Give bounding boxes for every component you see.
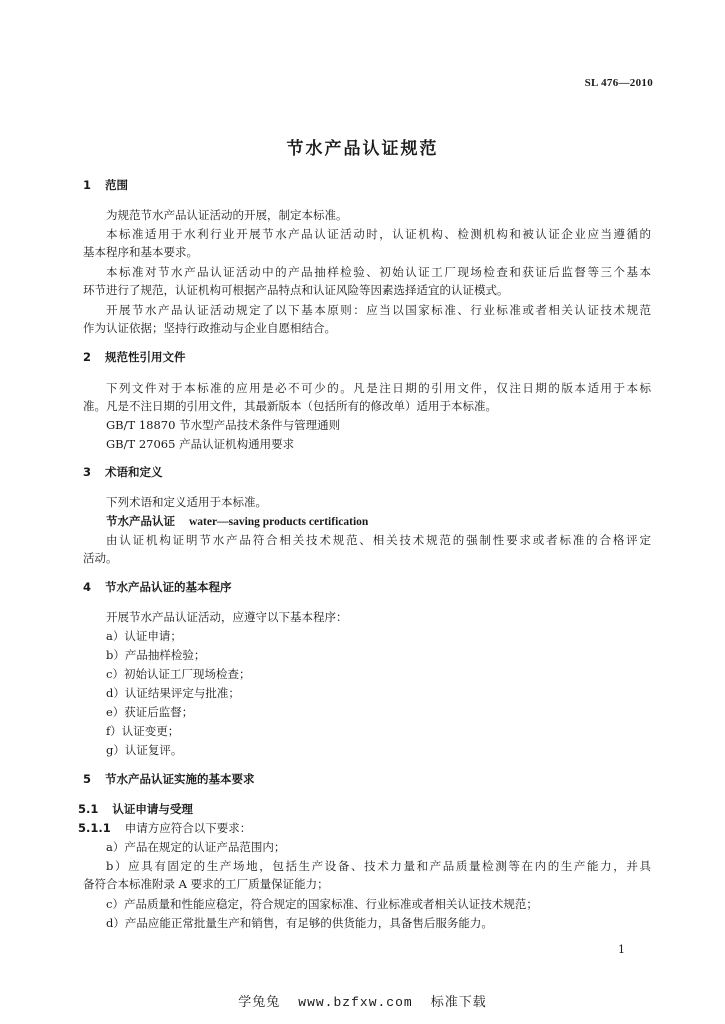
term-entry bbox=[106, 512, 368, 531]
section-number: 4 bbox=[83, 580, 92, 594]
list-item: d）产品应能正常批量生产和销售，有足够的供货能力，具备售后服务能力。 bbox=[106, 916, 493, 930]
paragraph: 为规范节水产品认证活动的开展，制定本标准。 bbox=[106, 208, 348, 222]
paragraph: 开展节水产品认证活动规定了以下基本原则：应当以国家标准、行业标准或者相关认证技术规范 bbox=[106, 303, 651, 317]
list-item: a）产品在规定的认证产品范围内； bbox=[106, 840, 286, 854]
section-title: 节水产品认证的基本程序 bbox=[105, 580, 232, 594]
list-item: c）产品质量和性能应稳定，符合规定的国家标准、行业标准或者相关认证技术规范； bbox=[106, 897, 538, 911]
section-number: 2 bbox=[83, 350, 92, 364]
standard-code: SL 476—2010 bbox=[584, 77, 653, 89]
section-5-heading bbox=[83, 770, 255, 788]
term-english: water—saving products certification bbox=[189, 516, 369, 528]
subsection-5-1-heading bbox=[78, 800, 193, 818]
paragraph: 下列术语和定义适用于本标准。 bbox=[106, 495, 267, 509]
section-1-heading bbox=[83, 176, 128, 194]
section-4-heading bbox=[83, 578, 232, 596]
list-item: b）应具有固定的生产场地，包括生产设备、技术力量和产品质量检测等在内的生产能力，并具 bbox=[106, 859, 651, 873]
section-number: 1 bbox=[83, 178, 92, 192]
reference-item: GB/T 18870 节水型产品技术条件与管理通则 bbox=[106, 418, 341, 432]
page-number: 1 bbox=[618, 943, 625, 956]
document-title: 节水产品认证规范 bbox=[286, 139, 439, 159]
term-definition: 由认证机构证明节水产品符合相关技术规范、相关技术规范的强制性要求或者标准的合格评定 bbox=[106, 533, 651, 547]
term-chinese: 节水产品认证 bbox=[106, 514, 175, 528]
section-title: 范围 bbox=[105, 178, 129, 192]
list-item-continuation: 备符合本标准附录 A 要求的工厂质量保证能力； bbox=[83, 877, 329, 891]
section-number: 3 bbox=[83, 465, 92, 479]
section-number: 5 bbox=[83, 772, 92, 786]
section-title: 术语和定义 bbox=[105, 465, 163, 479]
clause-5-1-1 bbox=[78, 819, 251, 837]
paragraph: 本标准对节水产品认证活动中的产品抽样检验、初始认证工厂现场检查和获证后监督等三个基本 bbox=[106, 265, 651, 279]
list-item: a）认证申请； bbox=[106, 629, 182, 643]
footer-tagline: 标准下载 bbox=[430, 995, 487, 1010]
section-title: 规范性引用文件 bbox=[105, 350, 186, 364]
paragraph: 环节进行了规范，认证机构可根据产品特点和认证风险等因素选择适宜的认证模式。 bbox=[83, 283, 509, 297]
paragraph: 作为认证依据；坚持行政推动与企业自愿相结合。 bbox=[83, 321, 336, 335]
footer-url: www.bzfxw.com bbox=[298, 995, 413, 1010]
list-item: d）认证结果评定与批准； bbox=[106, 686, 240, 700]
section-title: 节水产品认证实施的基本要求 bbox=[105, 772, 255, 786]
reference-item: GB/T 27065 产品认证机构通用要求 bbox=[106, 437, 295, 451]
section-3-heading bbox=[83, 463, 163, 481]
clause-text: 申请方应符合以下要求： bbox=[124, 821, 252, 835]
list-item: c）初始认证工厂现场检查； bbox=[106, 667, 251, 681]
list-item: b）产品抽样检验； bbox=[106, 648, 206, 662]
paragraph: 下列文件对于本标准的应用是必不可少的。凡是注日期的引用文件，仅注日期的版本适用于本标 bbox=[106, 381, 651, 395]
subsection-title: 认证申请与受理 bbox=[112, 802, 193, 816]
section-2-heading bbox=[83, 348, 186, 366]
footer-site-name: 学兔兔 bbox=[238, 995, 281, 1010]
paragraph: 本标准适用于水利行业开展节水产品认证活动时，认证机构、检测机构和被认证企业应当遵循的 bbox=[106, 227, 651, 241]
footer-watermark bbox=[0, 991, 725, 1010]
list-item: f）认证变更； bbox=[106, 724, 180, 738]
list-item: e）获证后监督； bbox=[106, 705, 194, 719]
paragraph: 基本程序和基本要求。 bbox=[83, 245, 198, 259]
paragraph: 开展节水产品认证活动，应遵守以下基本程序： bbox=[106, 610, 348, 624]
paragraph: 准。凡是不注日期的引用文件，其最新版本（包括所有的修改单）适用于本标准。 bbox=[83, 399, 497, 413]
clause-number: 5.1.1 bbox=[78, 821, 111, 835]
subsection-number: 5.1 bbox=[78, 802, 99, 816]
term-definition: 活动。 bbox=[83, 551, 118, 565]
list-item: g）认证复评。 bbox=[106, 743, 183, 757]
